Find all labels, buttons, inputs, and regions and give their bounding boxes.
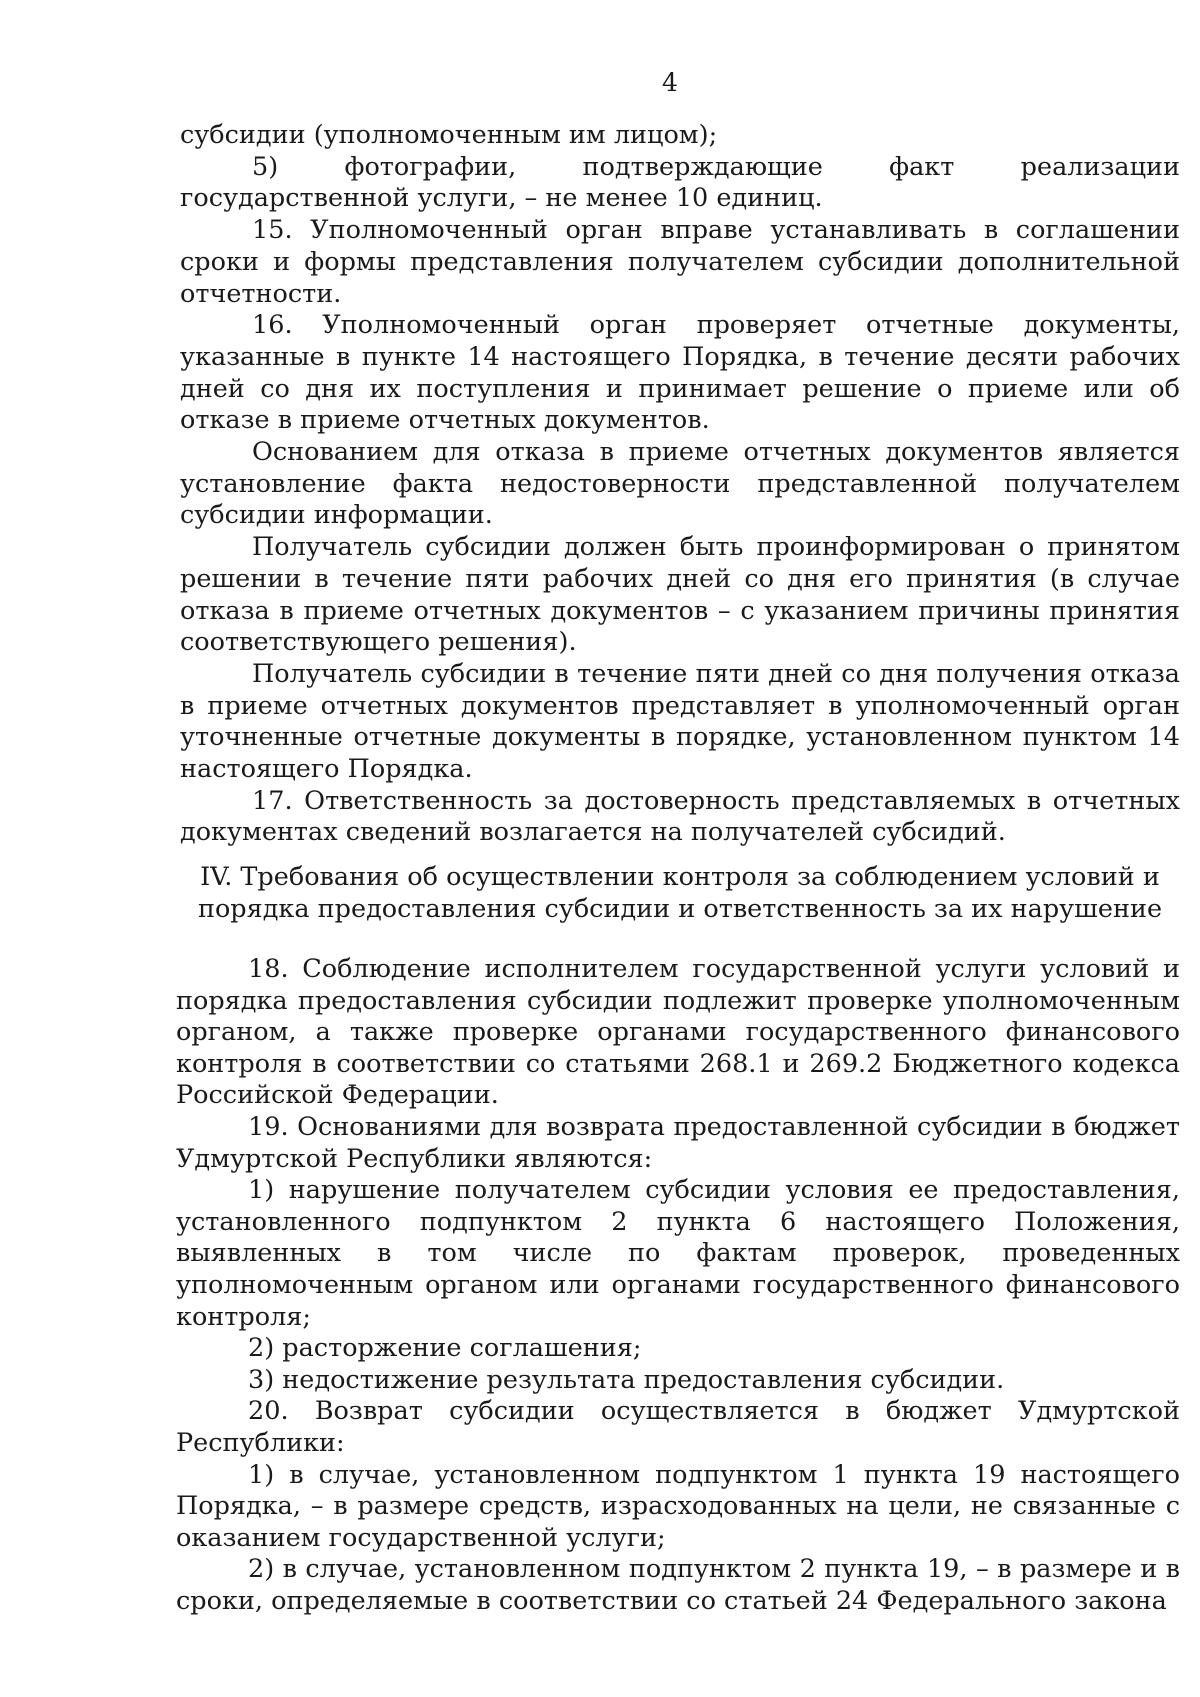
paragraph: 2) расторжение соглашения; xyxy=(248,1333,642,1364)
paragraph: 20. Возврат субсидии осуществляется в бюджет Удмуртской Республики: xyxy=(176,1396,1180,1458)
paragraph: 15. Уполномоченный орган вправе устанавливать в соглашении сроки и формы представления получателем субсидии дополнительной отчетности. xyxy=(180,215,1180,309)
paragraph: 2) в случае, установленном подпунктом 2 пункта 19, – в размере и в сроки, определяемые в соответствии со статьей 24 Федерального закона xyxy=(176,1554,1180,1616)
paragraph: 5) фотографии, подтверждающие факт реализации государственной услуги, – не менее 10 единиц. xyxy=(180,151,1180,214)
paragraph: 19. Основаниями для возврата предоставленной субсидии в бюджет Удмуртской Республики являются: xyxy=(176,1111,1180,1174)
body-text-before-section xyxy=(180,120,1180,849)
body-text-after-section xyxy=(176,954,1180,1617)
paragraph: 17. Ответственность за достоверность представляемых в отчетных документах сведений возлагается на получателей субсидий. xyxy=(180,785,1180,848)
paragraph: Основанием для отказа в приеме отчетных документов является установление факта недостоверности представленной получателем субсидии информации. xyxy=(180,437,1180,531)
section-heading: IV. Требования об осуществлении контроля за соблюдением условий и порядка предоставления субсидии и ответственность за их нарушение xyxy=(197,862,1163,924)
page-number: 4 xyxy=(662,68,678,97)
paragraph: Получатель субсидии в течение пяти дней со дня получения отказа в приеме отчетных документов представляет в уполномоченный орган уточненные отчетные документы в порядке, установленном пунктом 14 настоящего Порядка. xyxy=(180,658,1180,785)
paragraph: Получатель субсидии должен быть проинформирован о принятом решении в течение пяти рабочих дней со дня его принятия (в случае отказа в приеме отчетных документов – с указанием причины принятия соответствующего решения). xyxy=(180,532,1180,658)
paragraph: субсидии (уполномоченным им лицом); xyxy=(180,120,718,150)
paragraph: 1) в случае, установленном подпунктом 1 пункта 19 настоящего Порядка, – в размере средств, израсходованных на цели, не связанные с оказанием государственной услуги; xyxy=(176,1459,1180,1553)
paragraph: 18. Соблюдение исполнителем государственной услуги условий и порядка предоставления субсидии подлежит проверке уполномоченным органом, а также проверке органами государственного финансового контроля в соответствии со статьями 268.1 и 269.2 Бюджетного кодекса Российской Федерации. xyxy=(176,954,1180,1111)
paragraph: 1) нарушение получателем субсидии условия ее предоставления, установленного подпунктом 2 пункта 6 настоящего Положения, выявленных в том числе по фактам проверок, проведенных уполномоченным органом или органами государственного финансового контроля; xyxy=(176,1175,1180,1332)
paragraph: 3) недостижение результата предоставления субсидии. xyxy=(248,1364,1005,1395)
paragraph: 16. Уполномоченный орган проверяет отчетные документы, указанные в пункте 14 настоящего Порядка, в течение десяти рабочих дней со дня их поступления и принимает решение о приеме или об отказе в приеме отчетных документов. xyxy=(180,310,1180,436)
